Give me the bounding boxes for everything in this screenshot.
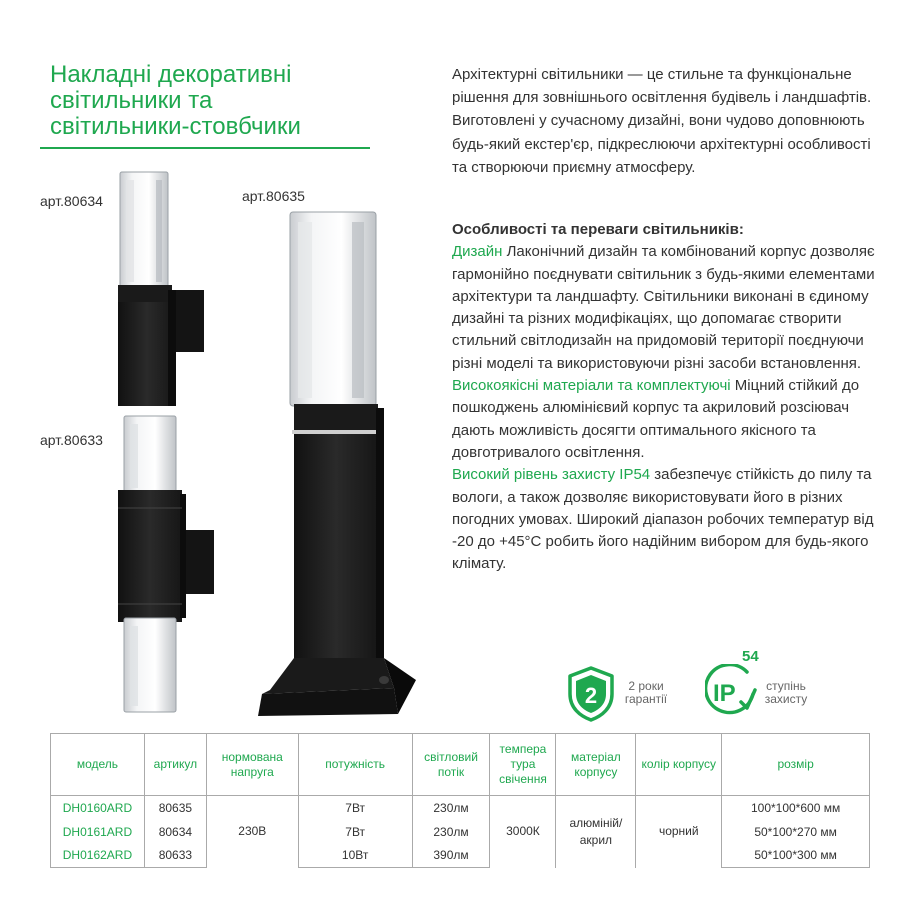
features-block — [452, 219, 882, 576]
title-line: Накладні декоративні — [50, 61, 292, 88]
title-line: світильники та — [50, 87, 213, 114]
ip-protection-icon — [705, 664, 757, 720]
cell-material: алюміній/ акрил — [556, 796, 636, 868]
cell-size: 100*100*600 мм — [722, 796, 870, 820]
header-temperature: темпера тура свічення — [490, 734, 556, 796]
title-line: світильники-стовбчики — [50, 113, 301, 140]
label-art-80635: арт.80635 — [242, 188, 305, 204]
warranty-caption — [618, 680, 674, 706]
cell-model: DH0161ARD — [51, 820, 145, 844]
warranty-line: 2 роки — [628, 679, 664, 693]
feature-design — [452, 241, 882, 375]
header-color: колір корпусу — [636, 734, 722, 796]
cell-article: 80634 — [144, 820, 206, 844]
ip-caption — [756, 680, 816, 706]
header-power: потужність — [298, 734, 412, 796]
ip-letters: IP — [713, 680, 736, 707]
table-row — [51, 844, 870, 868]
cell-voltage: 230В — [206, 796, 298, 868]
cell-color: чорний — [636, 796, 722, 868]
product-80634-image — [118, 172, 204, 406]
header-flux: світловий потік — [412, 734, 490, 796]
feature-label: Високоякісні матеріали та комплектуючі — [452, 377, 731, 395]
header-model: модель — [51, 734, 145, 796]
warranty-line: гарантії — [624, 692, 668, 706]
cell-flux: 390лм — [412, 844, 490, 868]
cell-flux: 230лм — [412, 820, 490, 844]
feature-protection — [452, 464, 882, 575]
label-art-80634: арт.80634 — [40, 193, 103, 209]
cell-article: 80633 — [144, 844, 206, 868]
cell-size: 50*100*270 мм — [722, 820, 870, 844]
features-heading: Особливості та переваги світильників: — [452, 221, 744, 238]
product-80633-image — [118, 416, 214, 712]
cell-model: DH0162ARD — [51, 844, 145, 868]
ip-line: ступінь — [766, 679, 806, 693]
cell-size: 50*100*300 мм — [722, 844, 870, 868]
table-header-row — [51, 734, 870, 796]
spec-table — [50, 733, 870, 868]
feature-materials — [452, 375, 882, 464]
ip-rating-number: 54 — [742, 648, 759, 665]
cell-power: 7Вт — [298, 820, 412, 844]
ip-line: захисту — [764, 692, 808, 706]
feature-text: Міцний стійкий до пошкоджень алюмінієвий корпус та акриловий розсіювач дають можливість досягти оптимального якісного та довготривалого освітлення. — [452, 377, 860, 461]
cell-article: 80635 — [144, 796, 206, 820]
header-material: матеріал корпусу — [556, 734, 636, 796]
cell-power: 7Вт — [298, 796, 412, 820]
cell-model: DH0160ARD — [51, 796, 145, 820]
header-article: артикул — [144, 734, 206, 796]
product-80635-image — [258, 212, 416, 716]
feature-text: Лаконічний дизайн та комбінований корпус дозволяє гармонійно поєднувати світильник з будь-якими елементами архітектури та ландшафту. Світильники виконані в єдиному дизайні та різних модифікаціях, що допомагає створити стильний світлодизайн на придомовій території поєднуючи різні моделі та використовуючи різні засоби встановлення. — [452, 243, 875, 372]
warranty-shield-icon — [566, 666, 616, 722]
label-art-80633: арт.80633 — [40, 432, 103, 448]
feature-label: Дизайн — [452, 243, 503, 261]
header-size: розмір — [722, 734, 870, 796]
cell-power: 10Вт — [298, 844, 412, 868]
table-row — [51, 820, 870, 844]
feature-text: забезпечує стійкість до пилу та вологи, а також дозволяє використовувати його в різних погодних умовах. Широкий діапазон робочих температур від -20 до +45°С робить його надійним вибором для будь-якого клімату. — [452, 466, 874, 573]
product-images — [0, 0, 450, 730]
intro-paragraph: Архітектурні світильники — це стильне та функціональне рішення для зовнішнього освітлення будівель і ландшафтів. Виготовлені у сучасному дизайні, вони чудово доповнюють будь-який екстер'єр, підкреслюючи архітектурні особливості та створюючи приємну атмосферу. — [452, 66, 872, 176]
header-voltage: нормована напруга — [206, 734, 298, 796]
warranty-number: 2 — [584, 683, 598, 708]
feature-label: Високий рівень захисту IP54 — [452, 466, 651, 484]
cell-flux: 230лм — [412, 796, 490, 820]
table-row — [51, 796, 870, 820]
cell-temperature: 3000К — [490, 796, 556, 868]
